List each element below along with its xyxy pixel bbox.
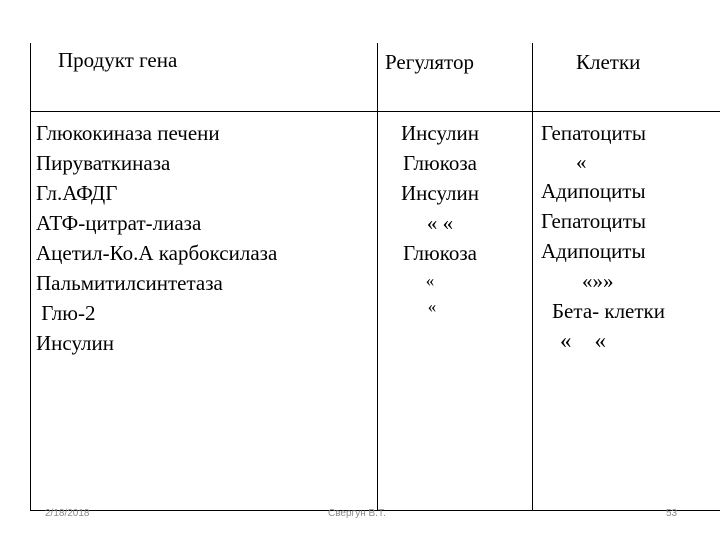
footer-author: Свергун В.Т. (328, 508, 386, 519)
header-gene-product: Продукт гена (58, 48, 178, 72)
header-cells: Клетки (576, 50, 641, 74)
cells-item: Адипоциты (541, 239, 646, 263)
regulator-item: Глюкоза (403, 151, 477, 175)
regulator-item: Инсулин (401, 181, 479, 205)
footer-date: 2/18/2018 (45, 508, 90, 519)
table-divider-2 (532, 43, 533, 511)
cells-item: Гепатоциты (541, 209, 647, 233)
gene-product-item: Ацетил-Ко.А карбоксилаза (36, 241, 278, 265)
table-border-left (30, 43, 31, 511)
gene-product-item: Глю-2 (36, 301, 96, 325)
cells-item: « « (560, 328, 606, 353)
regulator-item: « « (426, 211, 454, 235)
footer-page-number: 53 (666, 508, 678, 519)
regulator-item: Глюкоза (403, 241, 477, 265)
regulator-item: « (427, 297, 437, 316)
gene-product-item: Инсулин (36, 331, 114, 355)
gene-product-list (36, 118, 277, 358)
cells-item: Гепатоциты (541, 121, 647, 145)
regulator-item: « (425, 271, 435, 290)
cells-item: «»» (582, 269, 614, 293)
regulator-item: Инсулин (401, 121, 479, 145)
cells-item: Бета- клетки (552, 299, 665, 323)
header-regulator: Регулятор (385, 50, 474, 74)
cells-list (534, 118, 706, 356)
cells-item: « (576, 150, 587, 174)
gene-product-item: Пальмитилсинтетаза (36, 271, 223, 295)
gene-product-item: Гл.АФДГ (36, 181, 118, 205)
gene-product-item: Пируваткиназа (36, 151, 171, 175)
regulator-list (380, 118, 500, 320)
gene-product-item: АТФ-цитрат-лиаза (36, 211, 202, 235)
gene-product-item: Глюкокиназа печени (36, 121, 220, 145)
cells-item: Адипоциты (541, 179, 646, 203)
header-separator (30, 111, 720, 112)
